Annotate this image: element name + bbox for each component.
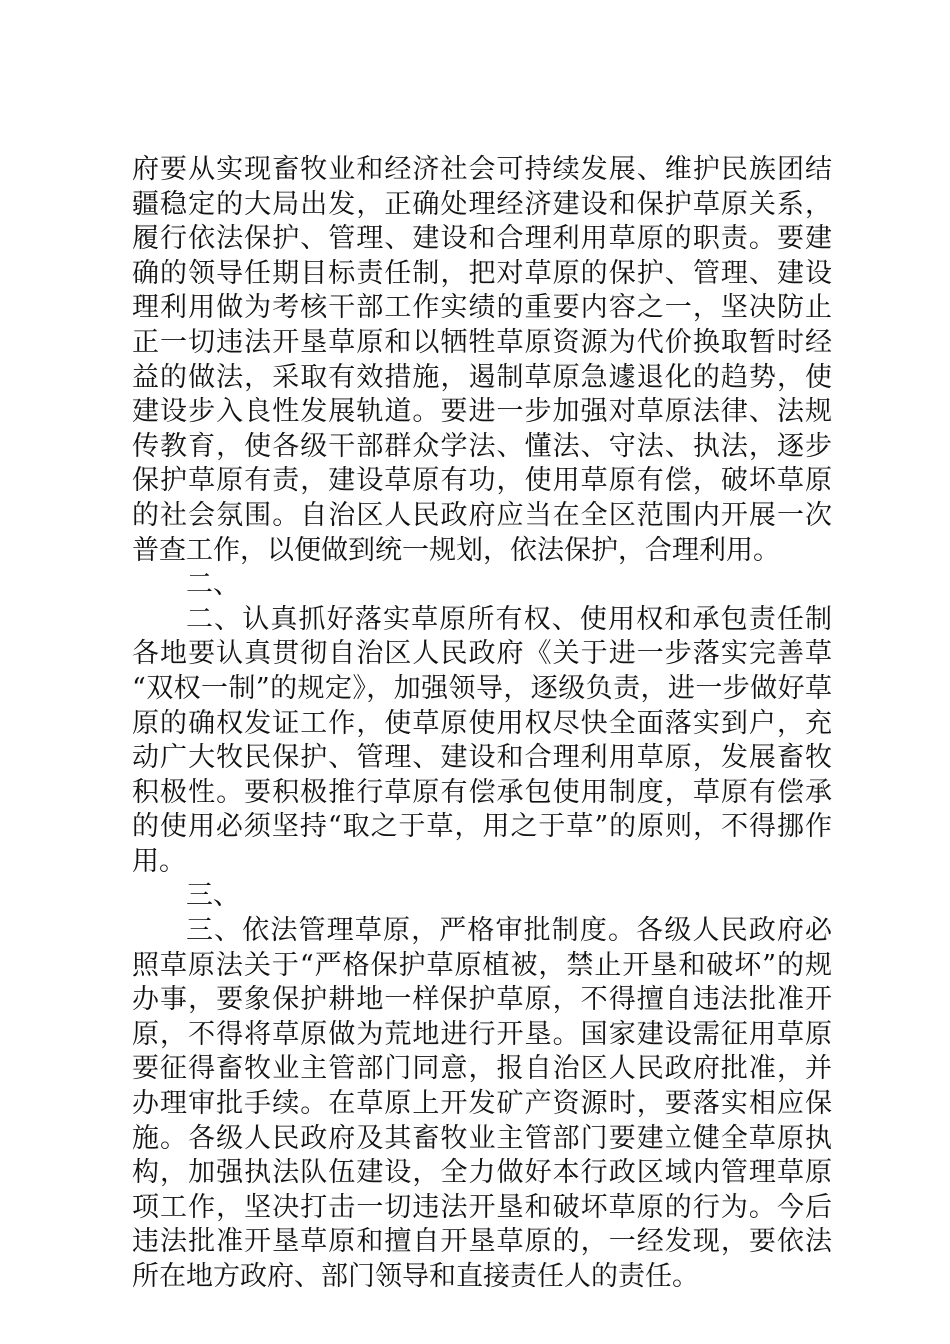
text-line: 原的确权发证工作，使草原使用权尽快全面落实到户，充: [132, 707, 832, 739]
text-line: 益的做法，采取有效措施，遏制草原急遽退化的趋势，使: [132, 361, 832, 393]
text-line: 照草原法关于“严格保护草原植被，禁止开垦和破坏”的规: [132, 949, 832, 981]
text-line: 办事，要象保护耕地一样保护草原，不得擅自违法批准开: [132, 984, 832, 1016]
document-page: [132, 153, 832, 1295]
text-line: 正一切违法开垦草原和以牺牲草原资源为代价换取暂时经: [132, 326, 832, 358]
paragraph-3: [132, 914, 832, 1295]
text-line: 疆稳定的大局出发，正确处理经济建设和保护草原关系，: [132, 188, 832, 220]
text-line: 办理审批手续。在草原上开发矿产资源时，要落实相应保: [132, 1088, 832, 1120]
text-line: 用。: [132, 845, 186, 877]
text-line: 施。各级人民政府及其畜牧业主管部门要建立健全草原执: [132, 1122, 832, 1154]
text-line: 积极性。要积极推行草原有偿承包使用制度，草原有偿承: [132, 776, 832, 808]
text-line: 原，不得将草原做为荒地进行开垦。国家建设需征用草原: [132, 1018, 832, 1050]
text-line: 的社会氛围。自治区人民政府应当在全区范围内开展一次: [132, 499, 832, 531]
text-line: 二、认真抓好落实草原所有权、使用权和承包责任制: [186, 603, 832, 635]
text-line: 普查工作，以便做到统一规划，依法保护，合理利用。: [132, 534, 780, 566]
section-heading-3: 三、: [186, 880, 240, 912]
text-line: 履行依法保护、管理、建设和合理利用草原的职责。要建: [132, 223, 832, 255]
text-line: 违法批准开垦草原和擅自开垦草原的，一经发现，要依法: [132, 1226, 832, 1258]
text-line: 各地要认真贯彻自治区人民政府《关于进一步落实完善草: [132, 638, 832, 670]
section-heading-2: 二、: [186, 569, 240, 601]
text-line: 传教育，使各级干部群众学法、懂法、守法、执法，逐步: [132, 430, 832, 462]
text-line: 动广大牧民保护、管理、建设和合理利用草原，发展畜牧: [132, 742, 832, 774]
text-line: 项工作，坚决打击一切违法开垦和破坏草原的行为。今后: [132, 1191, 832, 1223]
text-line: “双权一制”的规定》，加强领导，逐级负责，进一步做好草: [132, 672, 832, 704]
text-line: 的使用必须坚持“取之于草，用之于草”的原则，不得挪作: [132, 811, 832, 843]
text-line: 所在地方政府、部门领导和直接责任人的责任。: [132, 1261, 699, 1292]
text-line: 保护草原有责，建设草原有功，使用草原有偿，破坏草原: [132, 465, 832, 497]
paragraph-2: [132, 603, 832, 880]
text-line: 确的领导任期目标责任制，把对草原的保护、管理、建设: [132, 257, 832, 289]
text-line: 要征得畜牧业主管部门同意，报自治区人民政府批准，并: [132, 1053, 832, 1085]
text-line: 理利用做为考核干部工作实绩的重要内容之一，坚决防止: [132, 292, 832, 324]
paragraph-1: [132, 153, 832, 568]
text-line: 三、依法管理草原，严格审批制度。各级人民政府必: [186, 915, 832, 947]
text-line: 府要从实现畜牧业和经济社会可持续发展、维护民族团结: [132, 154, 832, 185]
text-line: 构，加强执法队伍建设，全力做好本行政区域内管理草原: [132, 1157, 832, 1189]
text-line: 建设步入良性发展轨道。要进一步加强对草原法律、法规: [132, 396, 832, 428]
